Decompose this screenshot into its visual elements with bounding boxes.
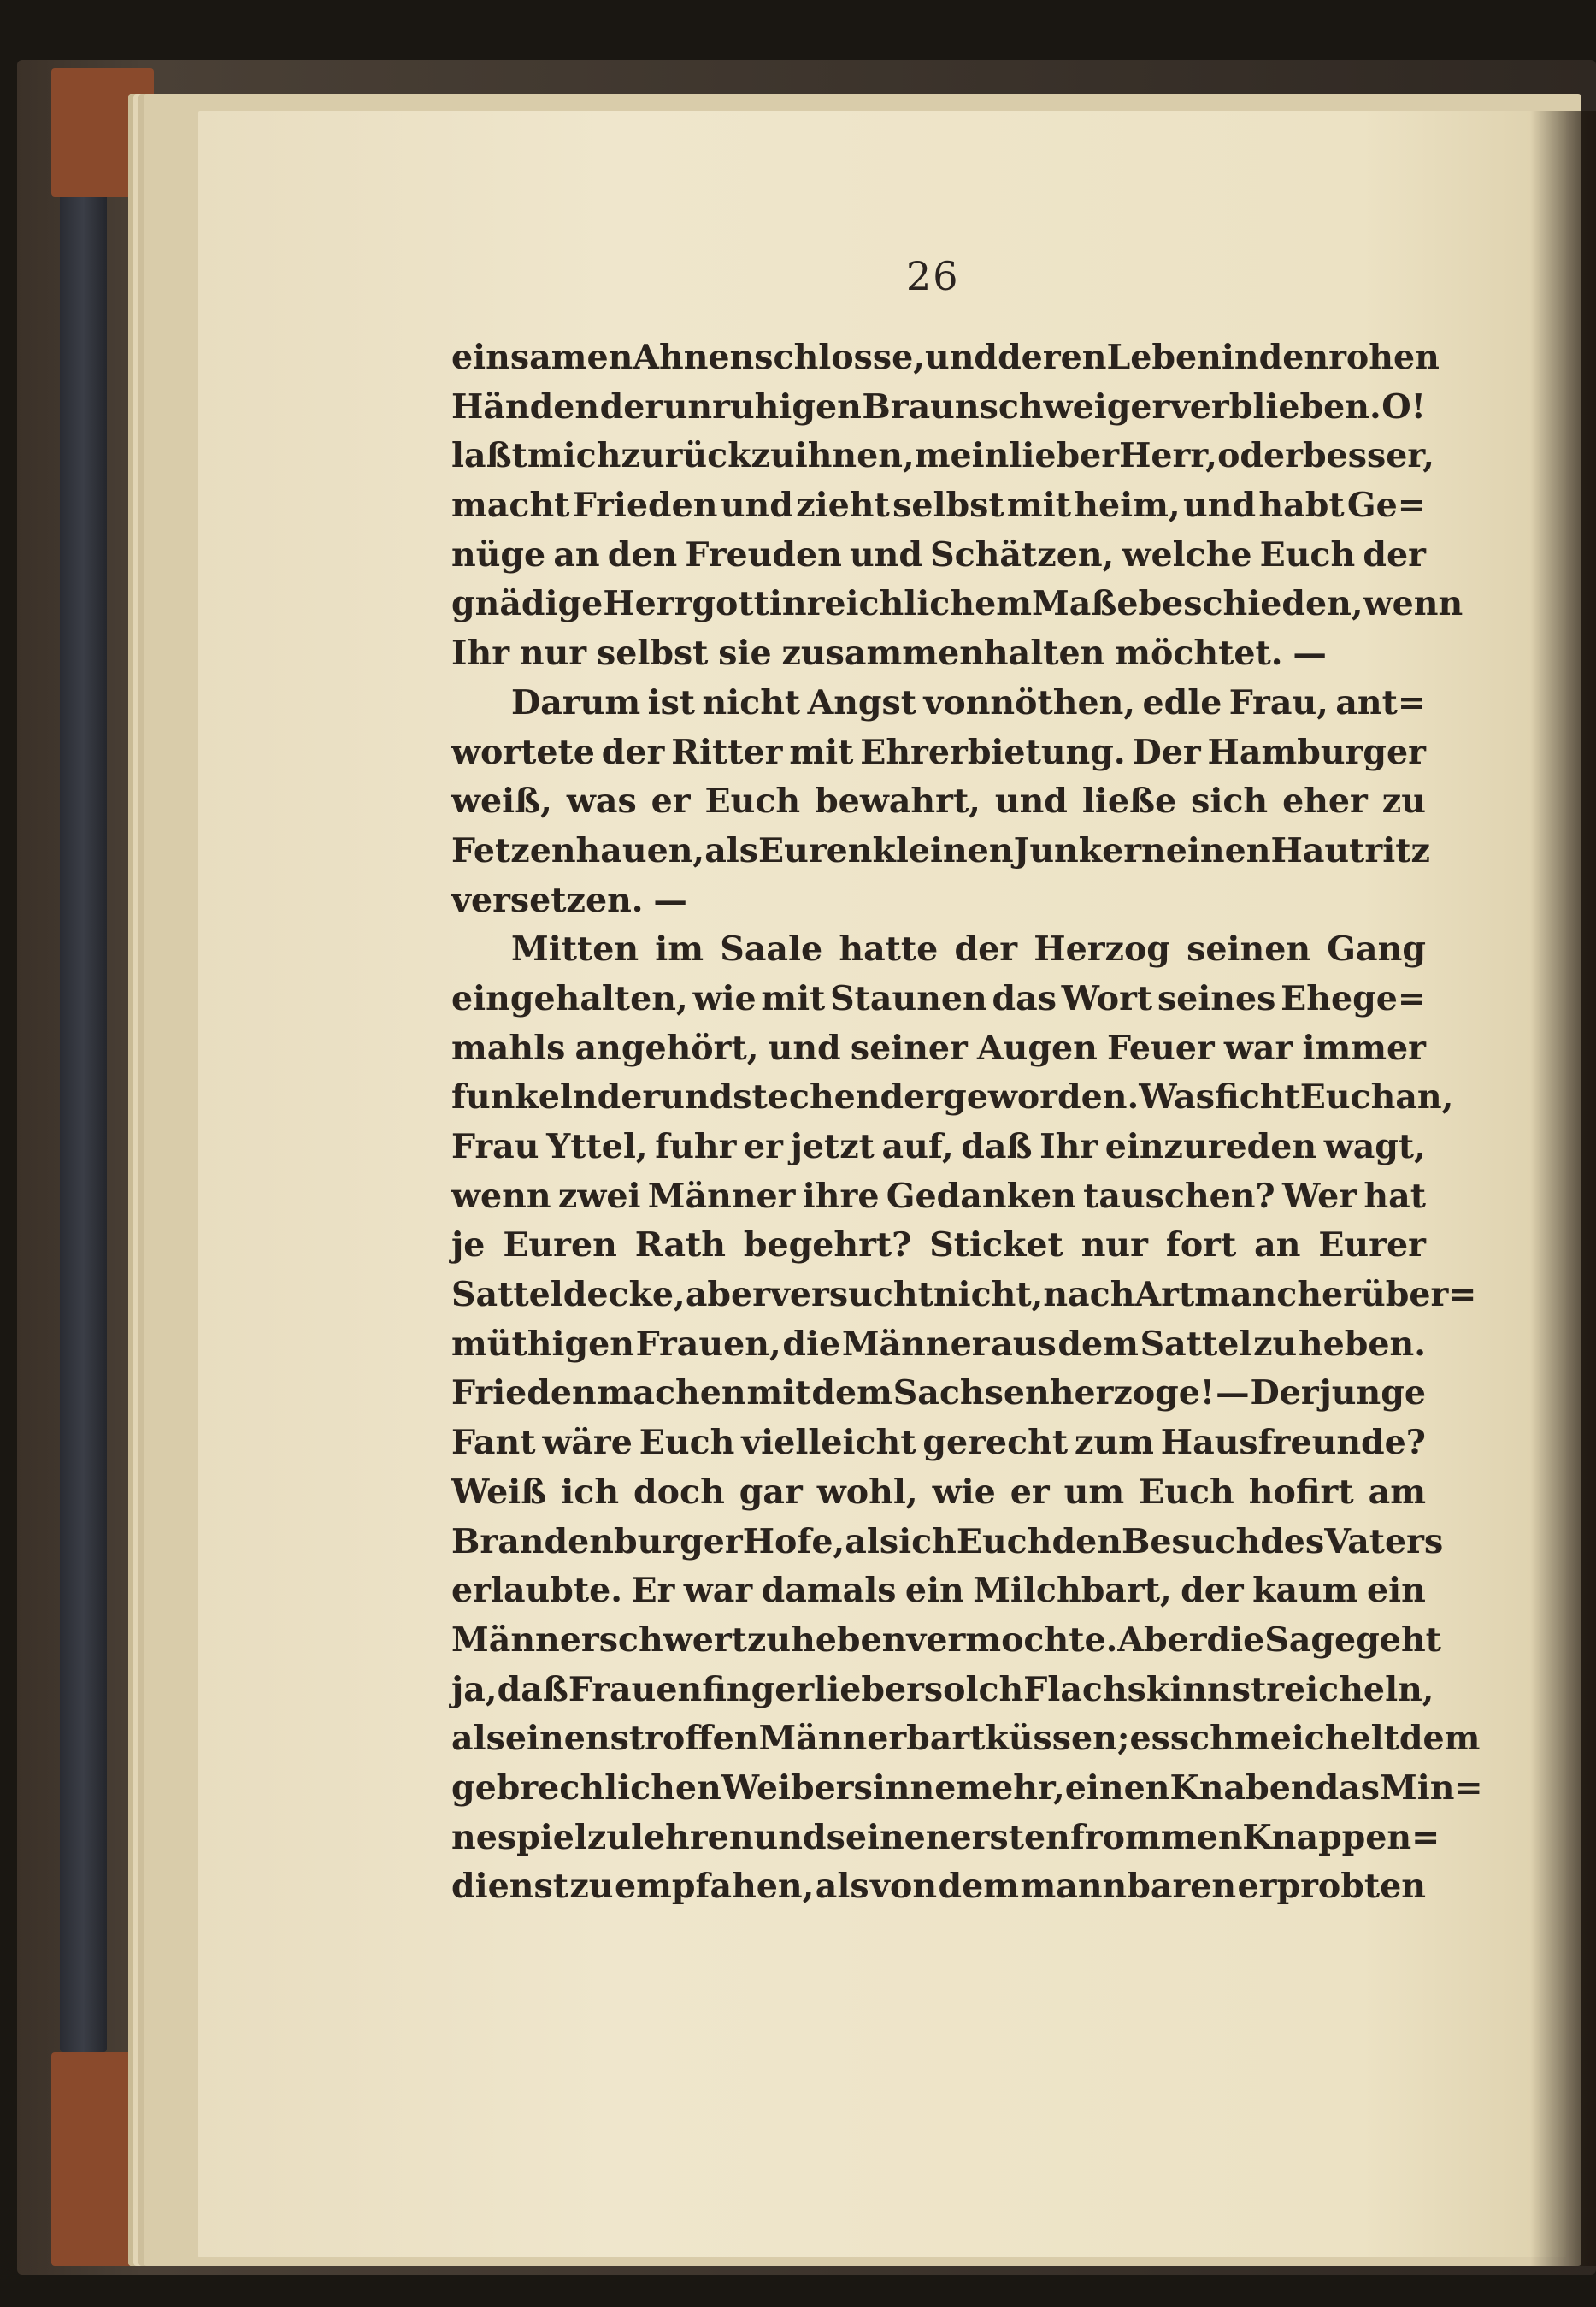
text-word: Männer	[841, 1324, 990, 1364]
text-word: nespiel	[451, 1817, 587, 1857]
text-word: zu	[586, 1817, 632, 1857]
text-word: Was	[1139, 1077, 1215, 1118]
text-line	[451, 729, 1426, 778]
text-word: mit	[789, 732, 854, 772]
text-word: und	[768, 1028, 841, 1068]
text-word: zu	[1253, 1324, 1298, 1364]
text-word: zu	[1381, 782, 1426, 822]
text-word: Angst	[807, 682, 917, 723]
text-word: Besuch	[1121, 1521, 1261, 1561]
text-word: oder	[1217, 436, 1303, 476]
text-word: ist	[647, 682, 696, 723]
text-word: Frieden	[451, 1373, 597, 1413]
text-line	[451, 1271, 1477, 1320]
text-word: gebrechlichen	[451, 1767, 721, 1808]
text-word: hat	[1363, 1176, 1426, 1216]
text-word: kleinen	[872, 830, 1014, 870]
text-word: wäre	[542, 1423, 633, 1463]
text-word: solch	[923, 1669, 1024, 1709]
text-word: sie	[718, 634, 772, 674]
text-line	[451, 1419, 1426, 1468]
text-line	[451, 1518, 1444, 1567]
text-word: Sachsenherzoge!	[892, 1373, 1216, 1413]
text-word: zieht	[796, 486, 890, 526]
text-word: Der	[1250, 1373, 1319, 1413]
text-word: mancher	[1194, 1275, 1361, 1315]
text-word: daß	[961, 1127, 1033, 1166]
text-word: am	[1368, 1472, 1426, 1512]
text-line	[451, 1073, 1454, 1123]
text-word: junge	[1319, 1373, 1426, 1413]
text-word: mit	[1006, 486, 1071, 526]
text-word: eher	[1282, 782, 1368, 822]
text-word: —	[1216, 1373, 1250, 1413]
text-word: die	[782, 1324, 841, 1364]
text-line	[451, 531, 1426, 581]
text-line	[451, 1024, 1426, 1074]
text-line	[451, 975, 1426, 1024]
text-word: erprobten	[1237, 1867, 1426, 1907]
text-word: Aber	[1117, 1620, 1207, 1660]
text-word: Saale	[720, 929, 823, 970]
text-word: zu	[569, 1867, 614, 1907]
book-spine	[60, 188, 107, 2052]
text-word: —	[653, 880, 687, 920]
text-word: Rath	[634, 1225, 727, 1266]
text-word: ließe	[1081, 782, 1177, 822]
text-word: Augen	[977, 1028, 1098, 1068]
text-word: ein	[1367, 1571, 1426, 1611]
text-word: im	[655, 929, 704, 970]
text-word: Knappen=	[1242, 1817, 1440, 1857]
text-word: Wer	[1281, 1176, 1357, 1216]
text-word: bewahrt,	[815, 782, 981, 822]
text-word: und	[849, 534, 923, 575]
text-word: Frau,	[1228, 682, 1328, 723]
text-word: Wort	[1061, 978, 1153, 1018]
text-word: kaum	[1252, 1571, 1358, 1611]
text-word: Euch	[1299, 1077, 1396, 1118]
text-line	[451, 1172, 1426, 1222]
text-word: den	[1051, 1521, 1122, 1561]
text-word: Ge=	[1346, 486, 1426, 526]
text-word: Brandenburger	[451, 1521, 743, 1561]
text-word: schmeichelt	[1169, 1719, 1399, 1759]
text-word: dem	[811, 1373, 892, 1413]
text-word: lehren	[631, 1817, 754, 1857]
text-word: Er	[631, 1571, 675, 1611]
text-word: Freuden	[685, 534, 842, 575]
text-word: und	[720, 486, 793, 526]
text-word: ersten	[950, 1817, 1070, 1857]
text-word: Frauen,	[635, 1324, 781, 1364]
text-word: der	[1181, 1571, 1244, 1611]
text-word: lieber	[814, 1669, 924, 1709]
text-word: eingehalten,	[451, 978, 688, 1018]
text-line	[451, 1616, 1441, 1666]
text-word: dem	[1057, 1324, 1139, 1364]
text-word: dem	[938, 1867, 1020, 1907]
text-word: Herr,	[1119, 436, 1218, 476]
text-word: er	[744, 1127, 783, 1166]
text-line	[451, 333, 1440, 383]
text-word: deren	[998, 338, 1107, 377]
text-word: Frieden	[572, 486, 718, 526]
text-word: den	[1258, 338, 1329, 377]
text-word: nicht,	[933, 1275, 1044, 1315]
text-word: immer	[1302, 1028, 1426, 1068]
text-word: mich	[527, 436, 621, 476]
text-word: seines	[1157, 978, 1276, 1018]
text-word: Frauenfinger	[568, 1669, 815, 1709]
text-word: Weibersinne	[721, 1767, 957, 1808]
text-word: frommen	[1069, 1817, 1243, 1857]
text-word: fort	[1165, 1225, 1237, 1266]
text-word: und	[660, 1077, 733, 1118]
text-word: wortete	[451, 732, 595, 772]
text-word: ficht	[1214, 1077, 1300, 1118]
text-word: als	[815, 1867, 869, 1907]
text-word: mit	[761, 978, 826, 1018]
text-word: ich	[561, 1472, 620, 1512]
text-word: damals	[761, 1571, 897, 1611]
text-word: vonnöthen,	[923, 682, 1136, 723]
text-word: ein	[904, 1571, 964, 1611]
text-word: das	[1315, 1767, 1381, 1808]
text-word: an	[553, 534, 600, 575]
text-word: streicheln,	[1231, 1669, 1434, 1709]
text-word: weiß,	[451, 782, 552, 822]
text-word: ihnen,	[794, 436, 915, 476]
text-word: Vaters	[1324, 1521, 1444, 1561]
text-word: mahls	[451, 1028, 566, 1068]
text-line	[451, 629, 1426, 679]
text-word: Hausfreunde?	[1160, 1423, 1426, 1463]
text-word: ja,	[451, 1669, 498, 1709]
text-line	[451, 1567, 1426, 1616]
text-line	[451, 925, 1426, 975]
text-word: fuhr	[655, 1127, 737, 1166]
text-word: war	[683, 1571, 753, 1611]
text-word: aber	[685, 1275, 770, 1315]
page-number: 26	[906, 253, 960, 299]
text-word: heim,	[1074, 486, 1181, 526]
text-word: und	[994, 782, 1068, 822]
text-word: Fant	[451, 1423, 536, 1463]
text-word: Feuer	[1107, 1028, 1215, 1068]
text-word: zusammenhalten	[781, 634, 1105, 674]
text-word: dienst	[451, 1867, 568, 1907]
text-word: über=	[1360, 1275, 1477, 1315]
text-word: —	[1293, 634, 1327, 674]
text-word: lieber	[1009, 436, 1120, 476]
text-word: nüge	[451, 534, 546, 575]
text-word: wohl,	[816, 1472, 918, 1512]
text-line	[451, 1862, 1426, 1912]
text-word: um	[1063, 1472, 1125, 1512]
text-word: als	[845, 1521, 899, 1561]
text-line	[451, 1468, 1426, 1518]
text-word: zu	[751, 436, 795, 476]
text-line	[451, 432, 1435, 481]
text-word: ant=	[1335, 682, 1426, 723]
text-line	[451, 1320, 1426, 1370]
text-word: geworden.	[943, 1077, 1140, 1118]
text-word: ich	[898, 1521, 957, 1561]
text-word: unruhigen	[663, 386, 862, 427]
text-word: Euch	[1259, 534, 1356, 575]
text-line	[451, 777, 1426, 827]
text-word: funkelnder	[451, 1077, 661, 1118]
text-word: Männerbart	[758, 1719, 986, 1759]
text-word: gnädige	[451, 584, 604, 624]
text-word: versucht	[769, 1275, 933, 1315]
text-word: geht	[1356, 1620, 1441, 1660]
text-word: sich	[1191, 782, 1269, 822]
text-word: Gang	[1327, 929, 1426, 970]
text-word: Herzog	[1034, 929, 1170, 970]
text-word: seiner	[850, 1028, 968, 1068]
text-word: als	[451, 1719, 505, 1759]
text-word: müthigen	[451, 1324, 634, 1364]
text-word: Braunschweiger	[862, 386, 1170, 427]
text-word: wie	[692, 978, 757, 1018]
text-word: hatte	[839, 929, 939, 970]
text-word: selbst	[596, 634, 709, 674]
text-word: Min=	[1380, 1767, 1483, 1808]
text-word: rohen	[1328, 338, 1440, 377]
text-word: und	[1183, 486, 1257, 526]
text-word: seinen	[1187, 929, 1311, 970]
text-word: nur	[1081, 1225, 1148, 1266]
text-word: empfahen,	[614, 1867, 815, 1907]
text-word: als	[704, 830, 759, 870]
text-word: Schätzen,	[930, 534, 1115, 575]
text-line	[451, 1764, 1483, 1814]
text-word: Ehege=	[1281, 978, 1426, 1018]
text-word: Flachskinn	[1023, 1669, 1232, 1709]
text-word: Art	[1134, 1275, 1195, 1315]
text-word: zu	[746, 1620, 792, 1660]
text-word: wenn	[451, 1176, 551, 1216]
text-word: hofirt	[1248, 1472, 1354, 1512]
text-word: machen	[597, 1373, 746, 1413]
text-word: angehört,	[574, 1028, 759, 1068]
text-word: O!	[1381, 386, 1426, 427]
text-word: Frau	[451, 1127, 539, 1166]
text-word: Gedanken	[886, 1176, 1076, 1216]
text-word: selbst	[892, 486, 1004, 526]
text-word: an	[1254, 1225, 1301, 1266]
text-word: Hautritz	[1270, 830, 1430, 870]
text-word: der	[601, 732, 665, 772]
text-word: in	[1221, 338, 1259, 377]
text-word: einen	[504, 1719, 610, 1759]
text-word: Herrgott	[603, 584, 769, 624]
text-word: Ihr	[1039, 1127, 1098, 1166]
text-word: war	[1223, 1028, 1293, 1068]
text-word: stroffen	[610, 1719, 759, 1759]
text-word: der	[954, 929, 1018, 970]
text-word: seinen	[826, 1817, 951, 1857]
text-word: den	[607, 534, 678, 575]
text-word: besser,	[1302, 436, 1435, 476]
text-word: zurück	[621, 436, 751, 476]
text-word: wagt,	[1323, 1127, 1426, 1166]
body-text	[451, 333, 1483, 1912]
text-word: versetzen.	[451, 880, 644, 920]
text-word: Junkern	[1013, 830, 1166, 870]
gutter-shadow	[1530, 111, 1596, 2266]
text-word: Sattel	[1140, 1324, 1252, 1364]
text-word: daß	[497, 1669, 568, 1709]
text-word: habt	[1258, 486, 1345, 526]
text-word: jetzt	[790, 1127, 875, 1166]
text-word: es	[1129, 1719, 1170, 1759]
text-word: des	[1260, 1521, 1325, 1561]
text-word: Hamburger	[1207, 732, 1426, 772]
text-word: Ehrerbietung.	[860, 732, 1126, 772]
text-word: mehr,	[956, 1767, 1065, 1808]
text-line	[451, 580, 1463, 629]
text-word: ihre	[802, 1176, 880, 1216]
text-word: hauen,	[575, 830, 705, 870]
text-word: Männer	[647, 1176, 796, 1216]
text-word: auf,	[881, 1127, 954, 1166]
text-word: wenn	[1363, 584, 1463, 624]
text-word: Händen	[451, 386, 600, 427]
text-word: vermochte.	[906, 1620, 1118, 1660]
text-word: Leben	[1106, 338, 1222, 377]
text-word: Euch	[956, 1521, 1052, 1561]
text-word: je	[451, 1225, 486, 1266]
text-word: doch	[633, 1472, 725, 1512]
text-word: der	[1363, 534, 1426, 575]
text-word: welche	[1122, 534, 1252, 575]
text-word: Hofe,	[742, 1521, 845, 1561]
text-word: verblieben.	[1169, 386, 1381, 427]
text-word: edle	[1142, 682, 1222, 723]
text-word: das	[992, 978, 1057, 1018]
text-word: reichlichem	[806, 584, 1033, 624]
text-word: von	[870, 1867, 938, 1907]
text-word: und	[925, 338, 998, 377]
text-word: einsamen	[451, 338, 633, 377]
text-word: Eurer	[1318, 1225, 1426, 1266]
text-word: begehrt?	[743, 1225, 912, 1266]
text-word: er	[651, 782, 691, 822]
text-word: gerecht	[922, 1423, 1069, 1463]
text-line	[451, 1714, 1481, 1764]
text-line	[451, 679, 1426, 729]
text-word: an,	[1395, 1077, 1454, 1118]
text-word: Satteldecke,	[451, 1275, 686, 1315]
text-line	[451, 481, 1426, 531]
text-word: Euren	[758, 830, 873, 870]
text-word: Mitten	[511, 929, 639, 970]
text-word: Ritter	[671, 732, 783, 772]
text-word: gar	[739, 1472, 803, 1512]
text-word: einen	[1064, 1767, 1170, 1808]
text-word: Der	[1132, 732, 1201, 772]
text-word: nach	[1043, 1275, 1135, 1315]
text-word: Weiß	[451, 1472, 547, 1512]
text-word: der	[599, 386, 663, 427]
text-word: heben.	[1298, 1324, 1426, 1364]
text-word: Ihr	[451, 634, 510, 674]
text-word: er	[1010, 1472, 1050, 1512]
text-word: Yttel,	[546, 1127, 648, 1166]
text-word: Sticket	[929, 1225, 1063, 1266]
text-line	[451, 1123, 1426, 1172]
text-word: einen	[1165, 830, 1271, 870]
text-word: stechender	[733, 1077, 944, 1118]
text-word: wie	[932, 1472, 996, 1512]
text-line	[451, 383, 1426, 433]
text-word: zwei	[557, 1176, 641, 1216]
text-line	[451, 1369, 1426, 1419]
text-word: die	[1206, 1620, 1265, 1660]
text-word: Milchbart,	[973, 1571, 1172, 1611]
text-word: mit	[746, 1373, 811, 1413]
text-word: küssen;	[985, 1719, 1130, 1759]
text-word: möchtet.	[1115, 634, 1283, 674]
text-word: mannbaren	[1020, 1867, 1237, 1907]
text-word: Ahnenschlosse,	[633, 338, 925, 377]
text-word: mein	[914, 436, 1010, 476]
text-word: nicht	[702, 682, 801, 723]
text-word: einzureden	[1104, 1127, 1317, 1166]
text-word: Euren	[503, 1225, 617, 1266]
text-word: macht	[451, 486, 570, 526]
text-line	[451, 1666, 1434, 1715]
text-word: Maße	[1032, 584, 1139, 624]
text-word: Knaben	[1169, 1767, 1316, 1808]
text-word: heben	[791, 1620, 907, 1660]
text-word: Euch	[639, 1423, 735, 1463]
text-word: vielleicht	[741, 1423, 916, 1463]
text-word: beschieden,	[1138, 584, 1363, 624]
text-word: laßt	[451, 436, 527, 476]
text-word: tauschen?	[1083, 1176, 1275, 1216]
text-word: Sage	[1264, 1620, 1357, 1660]
text-word: zum	[1074, 1423, 1154, 1463]
text-word: was	[566, 782, 637, 822]
text-word: nur	[519, 634, 587, 674]
text-word: erlaubte.	[451, 1571, 623, 1611]
text-word: aus	[991, 1324, 1057, 1364]
text-word: dem	[1399, 1719, 1481, 1759]
text-word: Euch	[704, 782, 801, 822]
text-word: Staunen	[830, 978, 987, 1018]
text-word: in	[769, 584, 807, 624]
text-word: Darum	[511, 682, 641, 723]
text-word: Fetzen	[451, 830, 576, 870]
text-word: und	[753, 1817, 827, 1857]
text-word: Euch	[1139, 1472, 1234, 1512]
text-line	[451, 1814, 1440, 1863]
text-line	[451, 876, 1426, 926]
text-word: Männerschwert	[451, 1620, 747, 1660]
text-line	[451, 827, 1430, 876]
text-line	[451, 1221, 1426, 1271]
